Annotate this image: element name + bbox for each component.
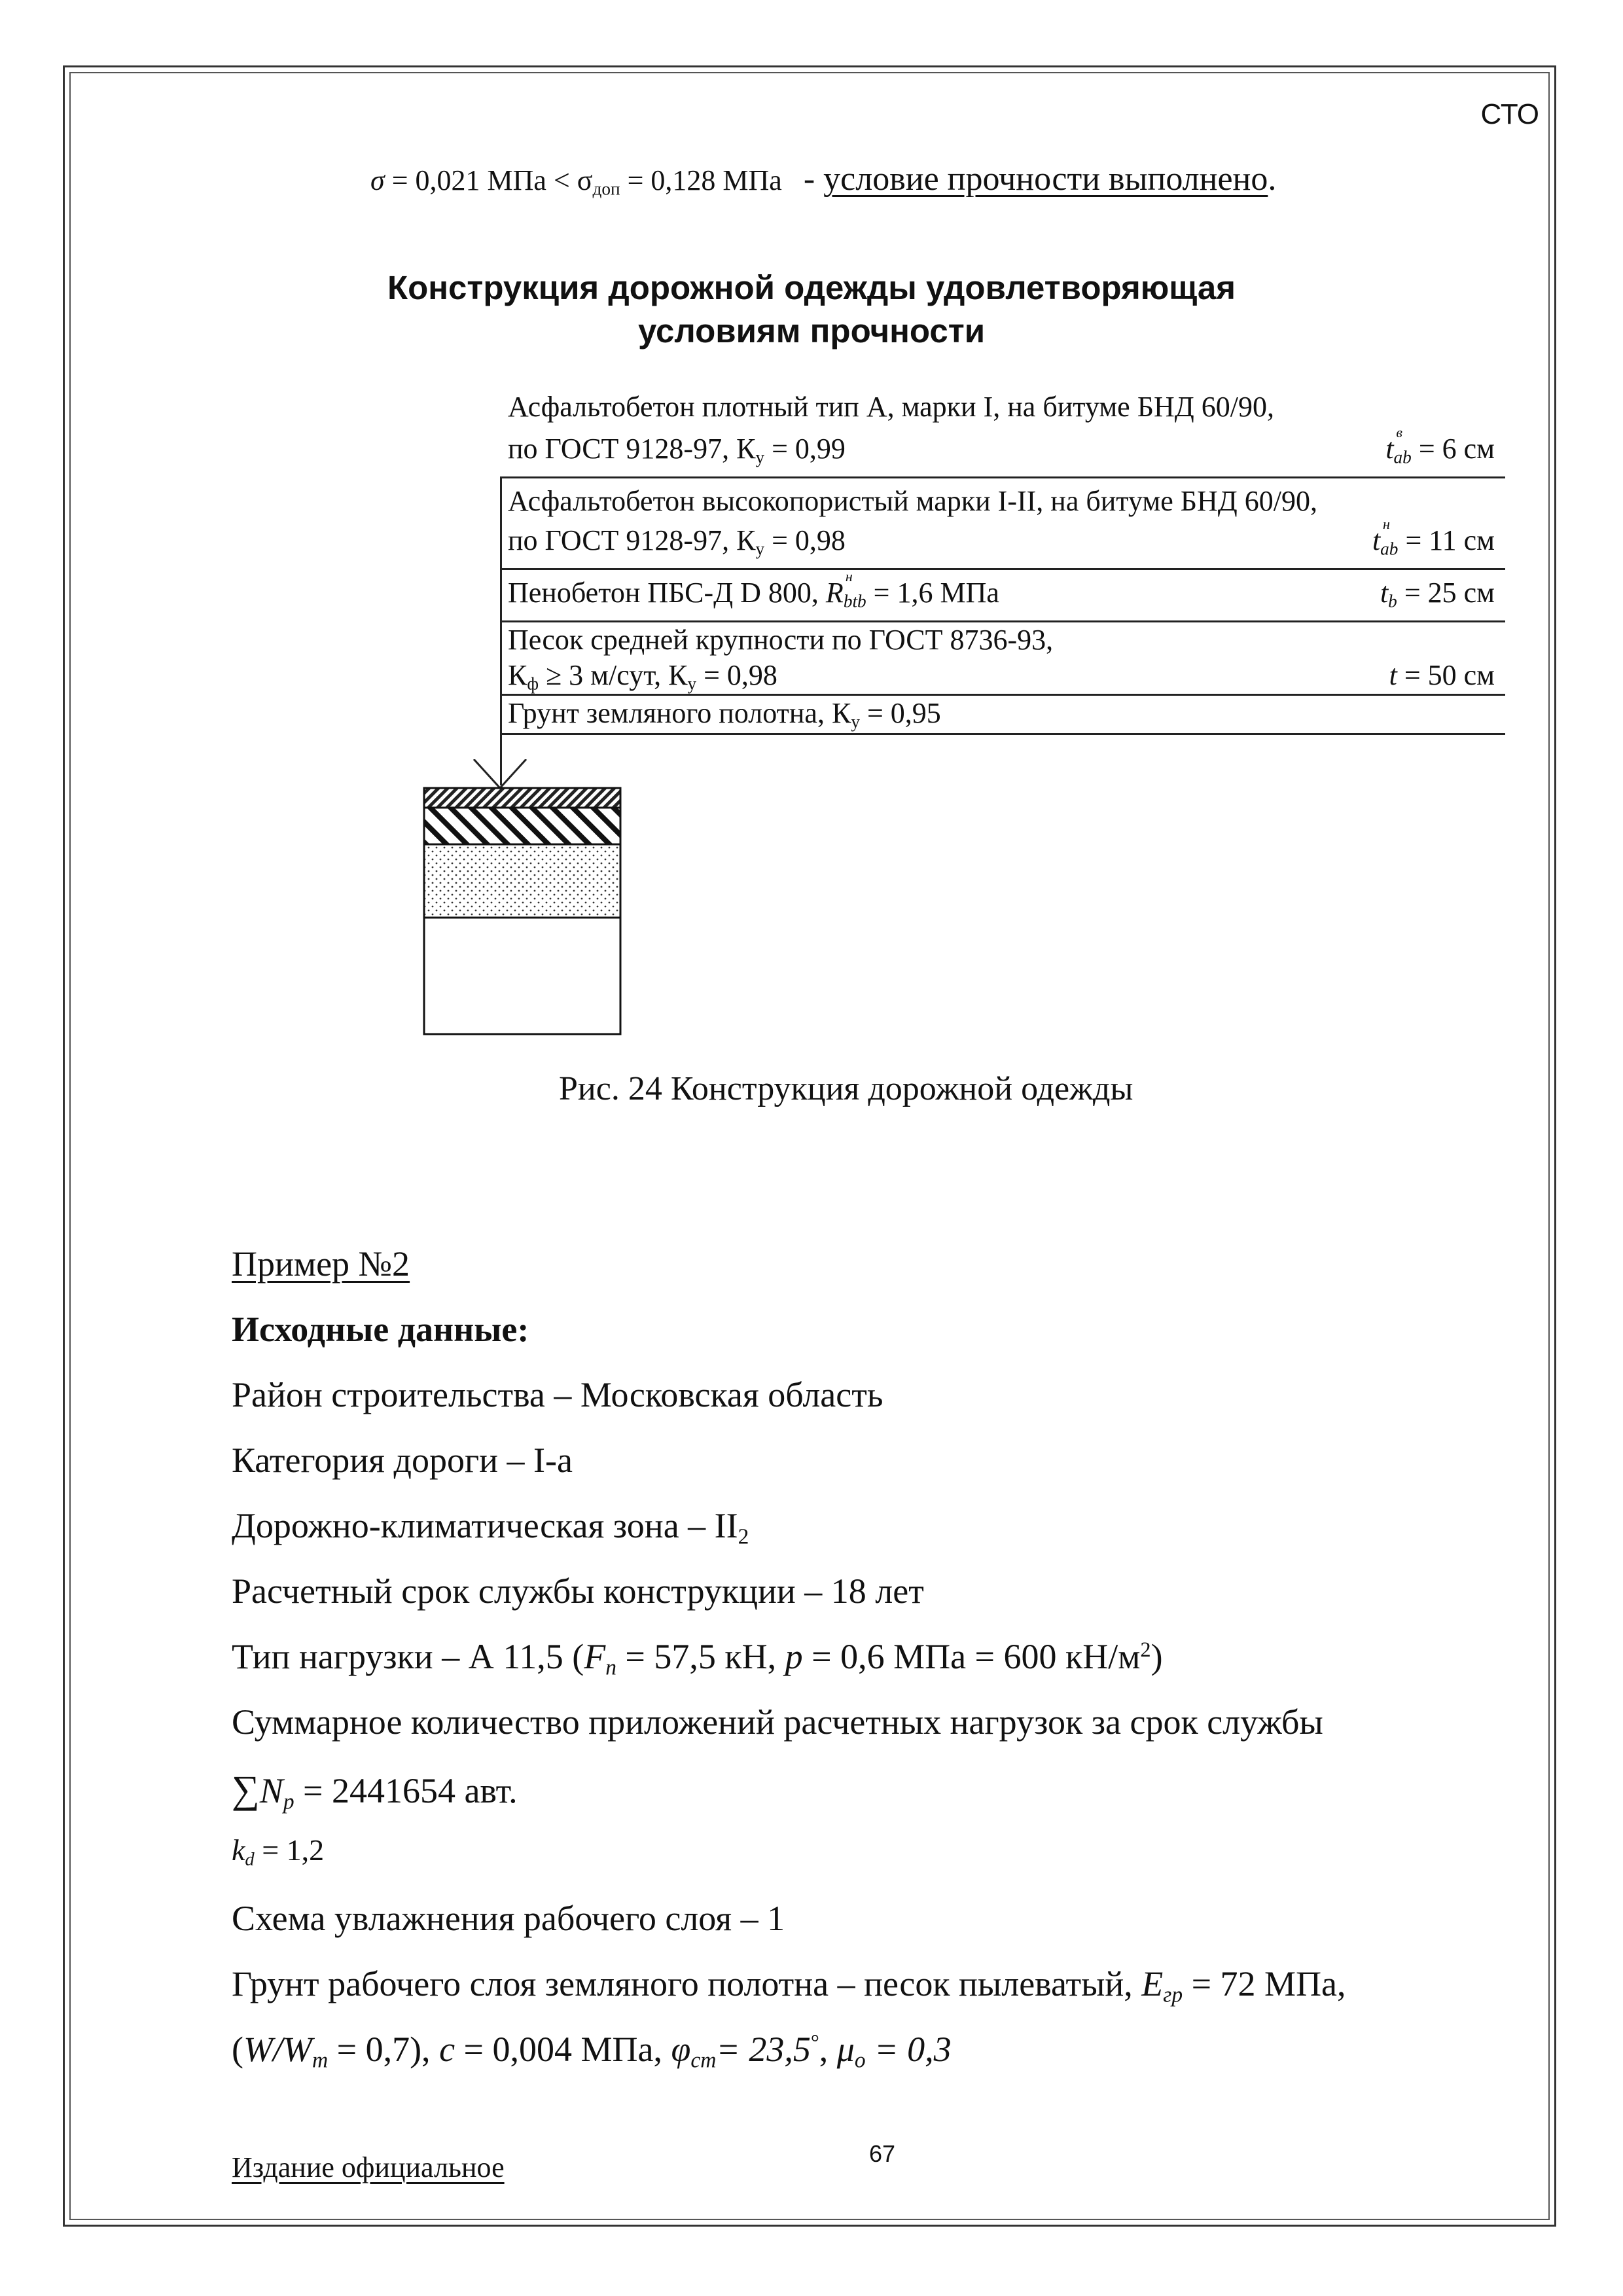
page-number: 67 — [869, 2140, 896, 2167]
allowed-value: = 0,128 МПа — [620, 164, 782, 196]
layer-1-line2: по ГОСТ 9128-97, $К_у = 0,99$ — [508, 433, 846, 467]
layer-divider — [500, 694, 1505, 696]
strength-check: σ = 0,021 МПа < $\sigma_{доп} = 0,128$ МПа - условие прочности выполнено. — [370, 160, 1277, 199]
source-data-heading: Исходные данные: — [232, 1310, 529, 1349]
total-load-value: $\sum N_p = 2441654$ авт. — [232, 1768, 518, 1814]
layer-1-thickness: t в $_{ab}$ = 6 см — [1385, 424, 1495, 467]
layer-porous-asphalt — [424, 808, 620, 844]
kd-coefficient: $k_d = 1,2$ — [232, 1833, 325, 1870]
sigma-symbol: σ — [370, 164, 385, 196]
soil-parameters: $(W/W_m = 0,7)$, c = 0,004 МПа, $\varphi_{cm}= 23,5^\circ$, $\mu_o = 0,3$ — [232, 2030, 952, 2073]
pavement-diagram — [419, 759, 635, 1060]
layer-4-thickness: t = 50 см — [1389, 659, 1495, 691]
layer-4-line2: $К_ф \ge 3$ м/сут, $К_у = 0,98$ — [508, 659, 777, 694]
construction-region: Район строительства – Московская область — [232, 1375, 883, 1414]
road-category: Категория дороги – I-a — [232, 1441, 573, 1480]
layer-divider — [500, 620, 1505, 622]
climate-zone: Дорожно-климатическая зона – $II_2$ — [232, 1506, 749, 1549]
layer-3-thickness: $t_b = 25$ см — [1380, 577, 1495, 611]
layer-2-line1: Асфальтобетон высокопористый марки I-II, на битуме БНД 60/90, — [508, 485, 1318, 517]
allowed-sub: доп — [592, 179, 620, 199]
layer-divider — [500, 476, 1505, 478]
layer-divider — [500, 568, 1505, 570]
working-soil: Грунт рабочего слоя земляного полотна – песок пылеватый, $E_{гр} = 72$ МПа, — [232, 1964, 1346, 2007]
layer-1-line1: Асфальтобетон плотный тип А, марки I, на битуме БНД 60/90, — [508, 391, 1274, 423]
layer-dense-asphalt — [424, 788, 620, 808]
load-type: Тип нагрузки – А 11,5 ($F_n = 57,5$ кН, p = 0,6 МПа = 600 $кН/м^2$) — [232, 1637, 1163, 1680]
layer-sand-subgrade — [424, 918, 620, 1034]
leader-line — [500, 478, 502, 785]
total-load-applications: Суммарное количество приложений расчетных нагрузок за срок службы — [232, 1702, 1323, 1742]
figure-caption: Рис. 24 Конструкция дорожной одежды — [559, 1070, 1133, 1107]
layer-3-line1: Пенобетон ПБС-Д D 800, R н $_{btb}$ = 1,6 МПа — [508, 568, 999, 611]
service-life: Расчетный срок службы конструкции – 18 лет — [232, 1571, 924, 1611]
edition-label: Издание официальное — [232, 2151, 505, 2183]
layer-4-line1: Песок средней крупности по ГОСТ 8736-93, — [508, 624, 1054, 656]
layer-2-thickness: t н $_{ab}$ = 11 см — [1372, 516, 1495, 559]
construction-title-line1: Конструкция дорожной одежды удовлетворяющая — [387, 269, 1236, 306]
layer-2-line2: по ГОСТ 9128-97, $К_у = 0,98$ — [508, 524, 846, 559]
document-code: СТО — [1480, 98, 1539, 130]
layer-divider — [500, 733, 1505, 735]
sigma-value: = 0,021 МПа < σ — [384, 164, 593, 196]
moisture-scheme: Схема увлажнения рабочего слоя – 1 — [232, 1899, 785, 1938]
layer-5-line1: Грунт земляного полотна, $К_у = 0,95$ — [508, 697, 941, 732]
strength-result: условие прочности выполнено — [823, 160, 1268, 198]
layer-foam-concrete — [424, 844, 620, 918]
pointer-arrow — [474, 759, 526, 788]
construction-title-line2: условиям прочности — [637, 312, 986, 350]
example-heading: Пример №2 — [232, 1244, 410, 1283]
